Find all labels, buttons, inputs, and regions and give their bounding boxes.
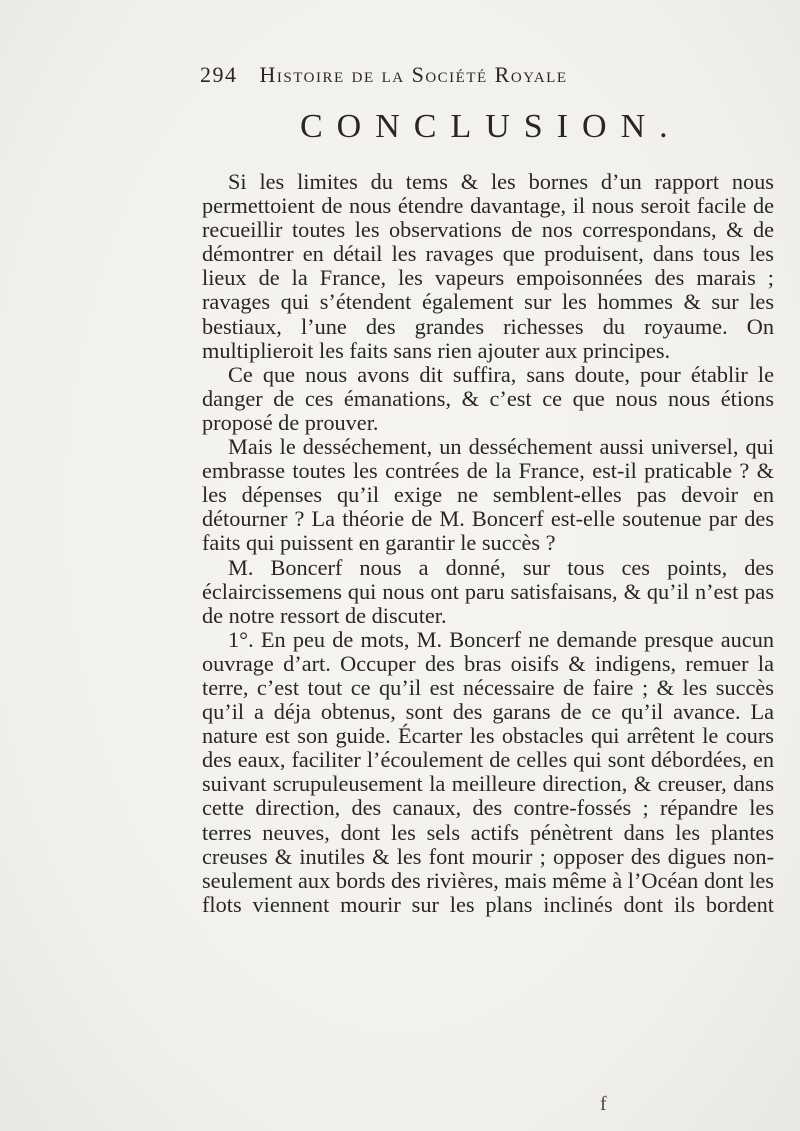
paragraph: Si les limites du tems & les bornes d’un rapport nous permettoient de nous étendre davantage, il nous seroit facile de recueillir toutes les observations de nos correspondans, & de démontrer en détail les ravages que produisent, dans tous les lieux de la France, les vapeurs empoisonnées des marais ; ravages qui s’étendent également sur les hommes & sur les bestiaux, l’une des grandes richesses du royaume. On multiplieroit les faits sans rien ajouter aux principes. — [202, 169, 774, 363]
body-text — [202, 170, 774, 917]
paragraph: Ce que nous avons dit suffira, sans doute, pour établir le danger de ces émanations, & c’est ce que nous nous étions proposé de prouver. — [202, 361, 774, 435]
running-head — [200, 62, 780, 88]
section-heading: CONCLUSION. — [300, 108, 682, 145]
paragraph: Mais le desséchement, un desséchement aussi universel, qui embrasse toutes les contrées de la France, est-il praticable ? & les dépenses qu’il exige ne semblent-elles pas devoir en détourner ? La théorie de M. Boncerf est-elle soutenue par des faits qui puissent en garantir le succès ? — [202, 434, 774, 556]
margin-mark: f — [600, 1093, 607, 1115]
running-title: Histoire de la Société Royale — [259, 62, 568, 87]
page-number: 294 — [200, 62, 238, 87]
paragraph: 1°. En peu de mots, M. Boncerf ne demande presque aucun ouvrage d’art. Occuper des bras oisifs & indigens, remuer la terre, c’est tout ce qu’il est nécessaire de faire ; & les succès qu’il a déja obtenus, sont des garans de ce qu’il avance. La nature est son guide. Écarter les obstacles qui arrêtent le cours des eaux, faciliter l’écoulement de celles qui sont débordées, en suivant scrupuleusement la meilleure direction, & creuser, dans cette direction, des canaux, des contre-fossés ; répandre les terres neuves, dont les sels actifs pénètrent dans les plantes creuses & inutiles & les font mourir ; opposer des digues non-seulement aux bords des rivières, mais même à l’Océan dont les flots viennent mourir sur les plans inclinés dont ils bordent — [202, 626, 774, 917]
paragraph: M. Boncerf nous a donné, sur tous ces points, des éclaircissemens qui nous ont paru satisfaisans, & qu’il n’est pas de notre ressort de discuter. — [202, 554, 774, 628]
